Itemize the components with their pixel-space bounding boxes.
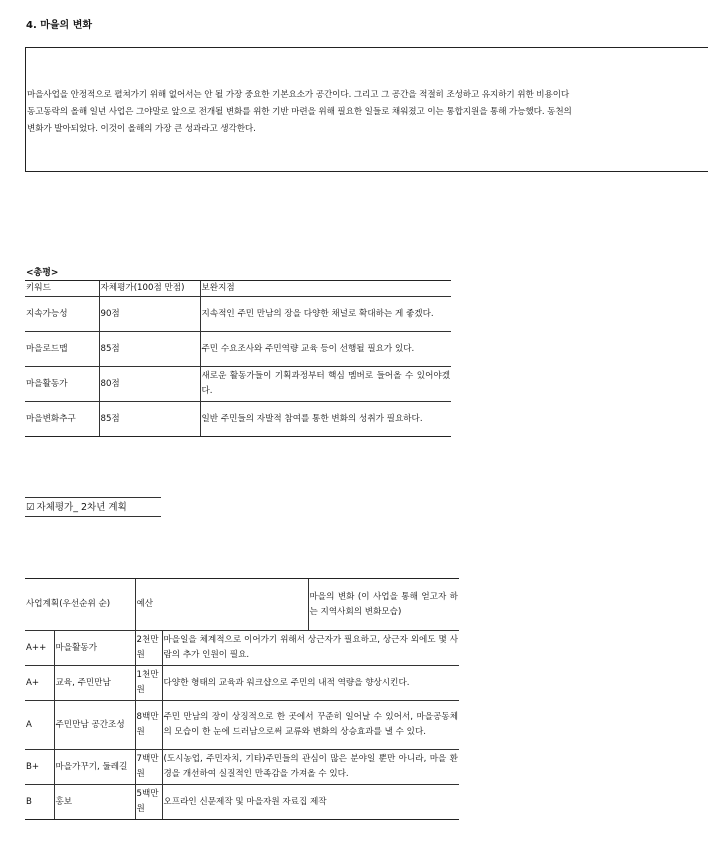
table-row [25, 701, 459, 750]
table-row [25, 367, 451, 402]
header-plan: 사업계획(우선순위 순) [25, 579, 135, 631]
priority-cell: A+ [25, 666, 54, 701]
intro-line: 변화가 발아되었다. 이것이 올해의 가장 큰 성과라고 생각한다. [27, 124, 256, 134]
change-cell: 오프라인 신문제작 및 마을자원 자료집 제작 [162, 785, 459, 820]
keyword-cell: 지속가능성 [25, 297, 99, 332]
header-score: 자체평가(100점 만점) [99, 281, 200, 297]
table-row [25, 785, 459, 820]
project-cell: 주민만남 공간조성 [54, 701, 135, 750]
header-change: 마을의 변화 (이 사업을 통해 얻고자 하는 지역사회의 변화모습) [308, 579, 459, 631]
plan-table [25, 578, 459, 820]
keyword-cell: 마을변화추구 [25, 402, 99, 437]
project-cell: 교육, 주민만남 [54, 666, 135, 701]
intro-line: 동고동락의 올해 일년 사업은 그야말로 앞으로 전개될 변화를 위한 기반 마련을 위해 필요한 일들로 채워졌고 이는 통합지원을 통해 가능했다. 동천의 [27, 107, 572, 117]
budget-cell: 1천만원 [135, 666, 162, 701]
summary-table [25, 280, 451, 437]
project-cell: 마을활동가 [54, 631, 135, 666]
intro-line: 마을사업을 안정적으로 펼쳐가기 위해 없어서는 안 될 가장 중요한 기본요소가 공간이다. 그리고 그 공간을 적절히 조성하고 유지하기 위한 비용이다 [27, 90, 570, 100]
budget-cell: 5백만원 [135, 785, 162, 820]
table-header-row [25, 579, 459, 631]
priority-cell: A [25, 701, 54, 750]
budget-cell: 8백만원 [135, 701, 162, 750]
change-cell: (도시농업, 주민자치, 기타)주민들의 관심이 많은 분야일 뿐만 아니라, 마을 환경을 개선하여 실질적인 만족감을 가져올 수 있다. [162, 750, 459, 785]
score-cell: 80점 [99, 367, 200, 402]
plan-heading-text: 자체평가_ 2차년 계획 [36, 502, 127, 513]
score-cell: 85점 [99, 402, 200, 437]
priority-cell: A++ [25, 631, 54, 666]
score-cell: 85점 [99, 332, 200, 367]
header-note: 보완지점 [200, 281, 451, 297]
intro-box [25, 47, 708, 172]
note-cell: 일반 주민들의 자발적 참여를 통한 변화의 성취가 필요하다. [200, 402, 451, 437]
score-cell: 90점 [99, 297, 200, 332]
table-row [25, 666, 459, 701]
budget-cell: 7백만원 [135, 750, 162, 785]
header-budget: 예산 [135, 579, 308, 631]
header-keyword: 키워드 [25, 281, 99, 297]
keyword-cell: 마을활동가 [25, 367, 99, 402]
ballot-box-with-check-icon: ☑ [26, 502, 35, 513]
note-cell: 새로운 활동가들이 기획과정부터 핵심 멤버로 들어올 수 있어야겠다. [200, 367, 451, 402]
change-cell: 다양한 형태의 교육과 워크샵으로 주민의 내적 역량을 향상시킨다. [162, 666, 459, 701]
table-row [25, 402, 451, 437]
change-cell: 주민 만남의 장이 상징적으로 한 곳에서 꾸준히 일어날 수 있어서, 마을공동체의 모습이 한 눈에 드러남으로써 교류와 변화의 상승효과를 낼 수 있다. [162, 701, 459, 750]
table-row [25, 631, 459, 666]
table-row [25, 750, 459, 785]
intro-text [27, 87, 708, 138]
table-header-row [25, 281, 451, 297]
table-row [25, 332, 451, 367]
summary-title: <총평> [26, 268, 59, 278]
keyword-cell: 마을로드맵 [25, 332, 99, 367]
project-cell: 홍보 [54, 785, 135, 820]
priority-cell: B [25, 785, 54, 820]
plan-heading [25, 497, 161, 517]
table-row [25, 297, 451, 332]
note-cell: 지속적인 주민 만남의 장을 다양한 채널로 확대하는 게 좋겠다. [200, 297, 451, 332]
budget-cell: 2천만원 [135, 631, 162, 666]
note-cell: 주민 수요조사와 주민역량 교육 등이 선행될 필요가 있다. [200, 332, 451, 367]
project-cell: 마을가꾸기, 둘레길 [54, 750, 135, 785]
section-title: 4. 마을의 변화 [26, 20, 93, 31]
priority-cell: B+ [25, 750, 54, 785]
change-cell: 마을일을 체계적으로 이어가기 위해서 상근자가 필요하고, 상근자 외에도 몇 사람의 추가 인원이 필요. [162, 631, 459, 666]
